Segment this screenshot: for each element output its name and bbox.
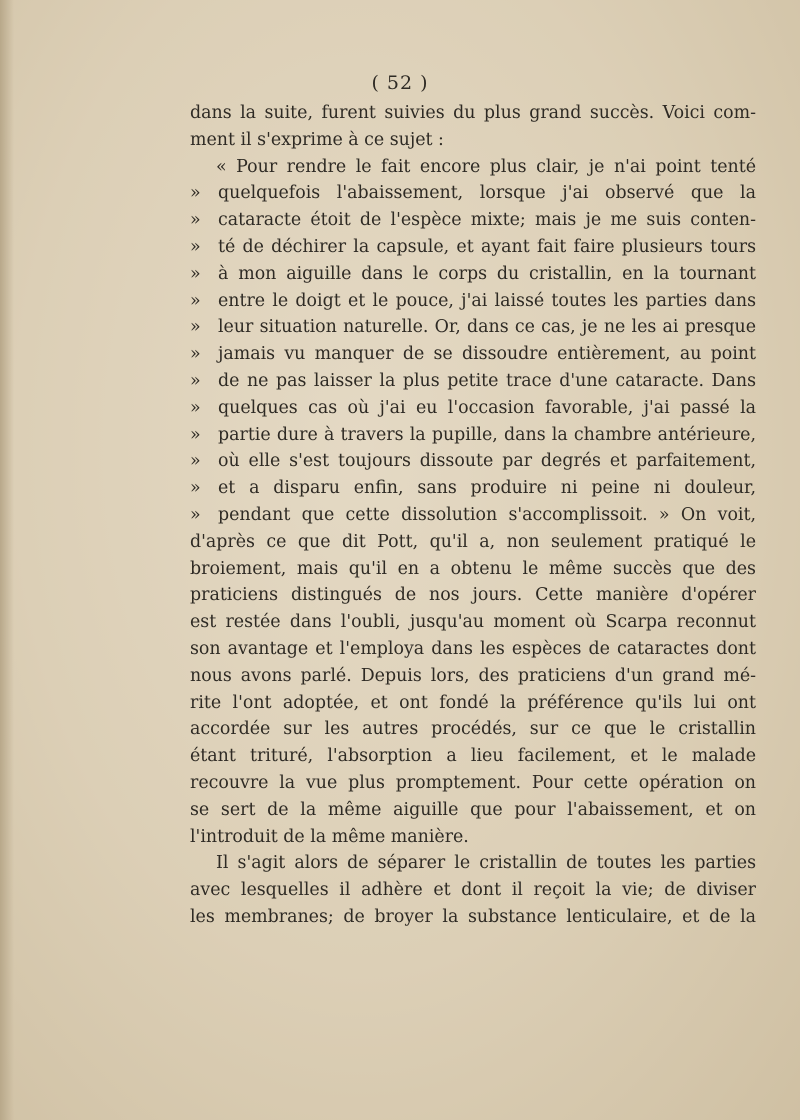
text-line-content: à mon aiguille dans le corps du cristallin, en la tournant — [218, 263, 756, 284]
text-line — [190, 716, 756, 743]
text-line-content: jamais vu manquer de se dissoudre entièrement, au point — [218, 344, 756, 365]
quote-mark: » — [190, 210, 201, 231]
text-line-content: de ne pas laisser la plus petite trace d'une cataracte. Dans — [218, 370, 756, 391]
text-line — [190, 288, 756, 315]
text-line — [190, 448, 756, 475]
text-line-content: les membranes; de broyer la substance lenticulaire, et de la — [190, 906, 756, 927]
text-line — [190, 475, 756, 502]
text-line — [190, 850, 756, 877]
text-line — [190, 904, 756, 931]
text-line — [190, 314, 756, 341]
text-line — [190, 663, 756, 690]
quote-mark: » — [190, 236, 201, 257]
text-line-content: dans la suite, furent suivies du plus grand succès. Voici com- — [190, 103, 756, 123]
text-line — [190, 341, 756, 368]
quote-mark: » — [190, 424, 201, 445]
text-line-content: étant trituré, l'absorption a lieu facilement, et le malade — [190, 746, 756, 767]
text-line — [190, 100, 756, 127]
text-line-content: « Pour rendre le fait encore plus clair, je n'ai point tenté — [216, 156, 756, 177]
text-line-content: quelques cas où j'ai eu l'occasion favorable, j'ai passé la — [218, 397, 756, 418]
text-line-content: partie dure à travers la pupille, dans la chambre antérieure, — [218, 424, 756, 445]
text-line — [190, 127, 756, 154]
text-line-content: leur situation naturelle. Or, dans ce cas, je ne les ai presque — [218, 317, 756, 338]
text-block — [190, 100, 756, 931]
text-line-content: pendant que cette dissolution s'accomplissoit. » On voit, — [218, 504, 756, 525]
text-line — [190, 207, 756, 234]
text-line — [190, 582, 756, 609]
text-line — [190, 770, 756, 797]
text-line-content: Il s'agit alors de séparer le cristallin de toutes les parties — [216, 853, 756, 874]
page-edge-shadow — [0, 0, 14, 1120]
text-line-content: praticiens distingués de nos jours. Cette manière d'opérer — [190, 585, 756, 606]
text-line-content: rite l'ont adoptée, et ont fondé la préférence qu'ils lui ont — [190, 692, 756, 713]
text-line-content: l'introduit de la même manière. — [190, 826, 469, 847]
text-line — [190, 395, 756, 422]
text-line-content: son avantage et l'employa dans les espèces de cataractes dont — [190, 638, 756, 659]
quote-mark: » — [190, 290, 201, 311]
quote-mark: » — [190, 397, 201, 418]
text-line — [190, 368, 756, 395]
text-line — [190, 636, 756, 663]
quote-mark: » — [190, 451, 201, 472]
text-line-content: et a disparu enfin, sans produire ni peine ni douleur, — [218, 478, 756, 499]
text-line — [190, 824, 756, 851]
text-line — [190, 690, 756, 717]
text-line — [190, 422, 756, 449]
text-line-content: avec lesquelles il adhère et dont il reçoit la vie; de diviser — [190, 880, 756, 901]
text-line — [190, 261, 756, 288]
quote-mark: » — [190, 263, 201, 284]
text-line — [190, 180, 756, 207]
text-line-content: se sert de la même aiguille que pour l'abaissement, et on — [190, 799, 756, 820]
text-line-content: d'après ce que dit Pott, qu'il a, non seulement pratiqué le — [190, 531, 756, 552]
text-line-content: où elle s'est toujours dissoute par degrés et parfaitement, — [218, 451, 756, 472]
text-line-content: broiement, mais qu'il en a obtenu le même succès que des — [190, 558, 756, 579]
text-line — [190, 609, 756, 636]
text-line — [190, 502, 756, 529]
page-number: ( 52 ) — [371, 72, 429, 94]
quote-mark: » — [190, 504, 201, 525]
text-line-content: nous avons parlé. Depuis lors, des praticiens d'un grand mé- — [190, 665, 756, 686]
quote-mark: » — [190, 344, 201, 365]
text-line-content: té de déchirer la capsule, et ayant fait faire plusieurs tours — [218, 236, 756, 257]
quote-mark: » — [190, 317, 201, 338]
text-line — [190, 234, 756, 261]
text-line-content: entre le doigt et le pouce, j'ai laissé toutes les parties dans — [218, 290, 756, 311]
quote-mark: » — [190, 183, 201, 204]
text-line — [190, 877, 756, 904]
quote-mark: » — [190, 478, 201, 499]
text-line-content: cataracte étoit de l'espèce mixte; mais je me suis conten- — [218, 210, 756, 231]
text-line-content: quelquefois l'abaissement, lorsque j'ai observé que la — [218, 183, 756, 204]
text-line-content: accordée sur les autres procédés, sur ce que le cristallin — [190, 719, 756, 740]
text-line — [190, 556, 756, 583]
text-line — [190, 154, 756, 181]
text-line — [190, 743, 756, 770]
quote-mark: » — [190, 370, 201, 391]
text-line-content: est restée dans l'oubli, jusqu'au moment où Scarpa reconnut — [190, 612, 756, 633]
text-line-content: ment il s'exprime à ce sujet : — [190, 129, 444, 150]
text-line — [190, 529, 756, 556]
text-line-content: recouvre la vue plus promptement. Pour cette opération on — [190, 772, 756, 793]
text-line — [190, 797, 756, 824]
